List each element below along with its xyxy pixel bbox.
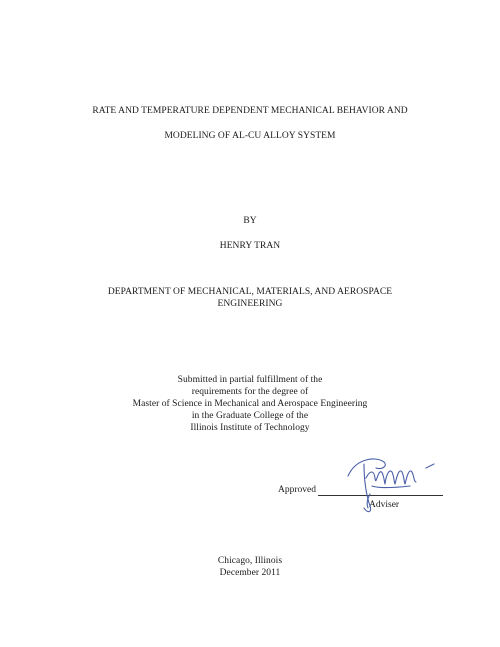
department-line-2: ENGINEERING xyxy=(217,299,283,309)
submission-date: December 2011 xyxy=(219,568,281,578)
by-label: BY xyxy=(243,216,257,226)
submission-line-4: in the Graduate College of the xyxy=(191,411,309,421)
submission-line-5: Illinois Institute of Technology xyxy=(190,423,310,433)
handwritten-signature-icon xyxy=(342,448,442,518)
author-name: HENRY TRAN xyxy=(219,241,281,251)
location: Chicago, Illinois xyxy=(217,556,283,566)
submission-line-1: Submitted in partial fulfillment of the xyxy=(177,375,323,385)
submission-line-2: requirements for the degree of xyxy=(191,387,309,397)
adviser-label: Adviser xyxy=(369,500,400,510)
thesis-title-line-2: MODELING OF AL-CU ALLOY SYSTEM xyxy=(164,131,336,141)
approved-label: Approved xyxy=(278,485,316,495)
submission-line-3: Master of Science in Mechanical and Aerospace Engineering xyxy=(132,399,368,409)
department-line-1: DEPARTMENT OF MECHANICAL, MATERIALS, AND AEROSPACE xyxy=(107,287,393,297)
thesis-title-line-1: RATE AND TEMPERATURE DEPENDENT MECHANICAL BEHAVIOR AND xyxy=(92,106,408,116)
